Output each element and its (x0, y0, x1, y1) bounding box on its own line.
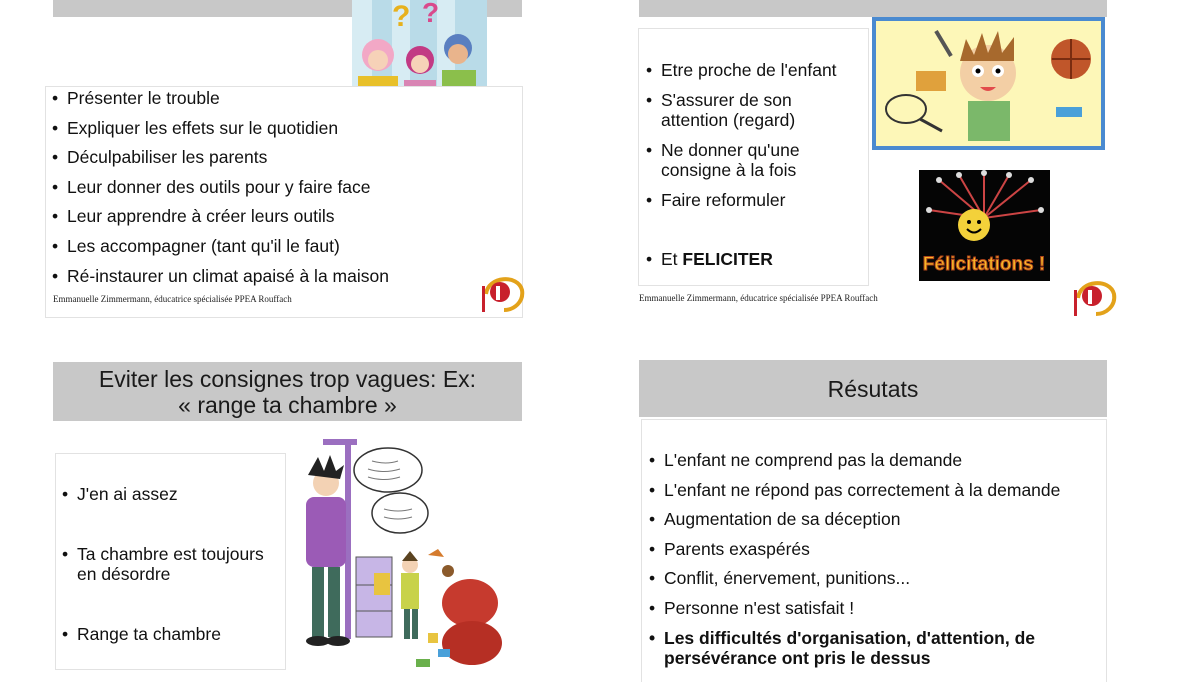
slide-3-bullet: • J'en ai assez (62, 484, 277, 504)
svg-text:?: ? (422, 0, 440, 28)
slide-4-bullet-list (649, 450, 1094, 668)
slide-4-content-box (641, 419, 1107, 682)
slide-3-title-line-1: Eviter les consignes trop vagues: Ex: (98, 365, 477, 392)
organization-logo (478, 272, 528, 316)
slide-4-bullet: • Personne n'est satisfait ! (649, 598, 1094, 618)
slide-2-bullet: • Etre proche de l'enfant (646, 60, 861, 80)
svg-text:?: ? (392, 0, 411, 33)
slide-3-title (53, 362, 522, 421)
slide-4-bullet: • Parents exaspérés (649, 539, 1094, 559)
slide-1-content-box (45, 86, 523, 318)
slide-4-bullet: • L'enfant ne comprend pas la demande (649, 450, 1094, 470)
slide-4-bullet: • Augmentation de sa déception (649, 509, 1094, 529)
slide-4-title: Résutats (827, 375, 919, 402)
slide-1-bullet-list (52, 88, 389, 286)
slide-3-content-box (55, 453, 286, 670)
slide-1-bullet: • Déculpabiliser les parents (52, 147, 389, 167)
slide-3-bullet: • Range ta chambre (62, 624, 277, 644)
slide-2-bullet-feliciter (646, 249, 861, 269)
slide-4-bold-bullet (649, 628, 1094, 668)
slide-2-bullet: • S'assurer de son attention (regard) (646, 90, 861, 130)
slide-2-bullet: • Faire reformuler (646, 190, 861, 210)
slide-1-bullet: • Expliquer les effets sur le quotidien (52, 118, 389, 138)
busy-child-illustration (872, 17, 1105, 150)
slide-2-content-box (638, 28, 869, 286)
slide-1-bullet: • Leur apprendre à créer leurs outils (52, 206, 389, 226)
slide-4-bold-bullet-text: Les difficultés d'organisation, d'attention, de persévérance ont pris le dessus (664, 627, 1035, 668)
slide-2-footer: Emmanuelle Zimmermann, éducatrice spécialisée PPEA Rouffach (639, 293, 878, 303)
slide-1-bullet: • Leur donner des outils pour y faire face (52, 177, 389, 197)
slide-1-footer: Emmanuelle Zimmermann, éducatrice spécialisée PPEA Rouffach (53, 294, 292, 304)
slide-3-title-line-2: « range ta chambre » (178, 391, 397, 418)
slide-2-title-bar (639, 0, 1107, 17)
slide-3-bullet: • Ta chambre est toujours en désordre (62, 544, 277, 584)
slide-2-et-label: Et (661, 249, 678, 269)
slide-4-bullet: • Conflit, énervement, punitions... (649, 568, 1094, 588)
felicitations-image (919, 170, 1050, 281)
slide-2-feliciter-label: FELICITER (682, 249, 773, 269)
slide-2-bullet: • Ne donner qu'une consigne à la fois (646, 140, 861, 180)
organization-logo (1070, 276, 1120, 320)
messy-room-cartoon (288, 435, 503, 674)
felicitations-text: Félicitations ! (922, 254, 1046, 275)
slide-4-bullet: • L'enfant ne répond pas correctement à la demande (649, 480, 1094, 500)
slide-3-bullet-list (62, 484, 277, 644)
slide-2-bullet-list (646, 60, 861, 269)
slide-1-bullet: • Ré-instaurer un climat apaisé à la maison (52, 266, 389, 286)
slide-1-bullet: • Les accompagner (tant qu'il le faut) (52, 236, 389, 256)
slide-1-bullet: • Présenter le trouble (52, 88, 389, 108)
